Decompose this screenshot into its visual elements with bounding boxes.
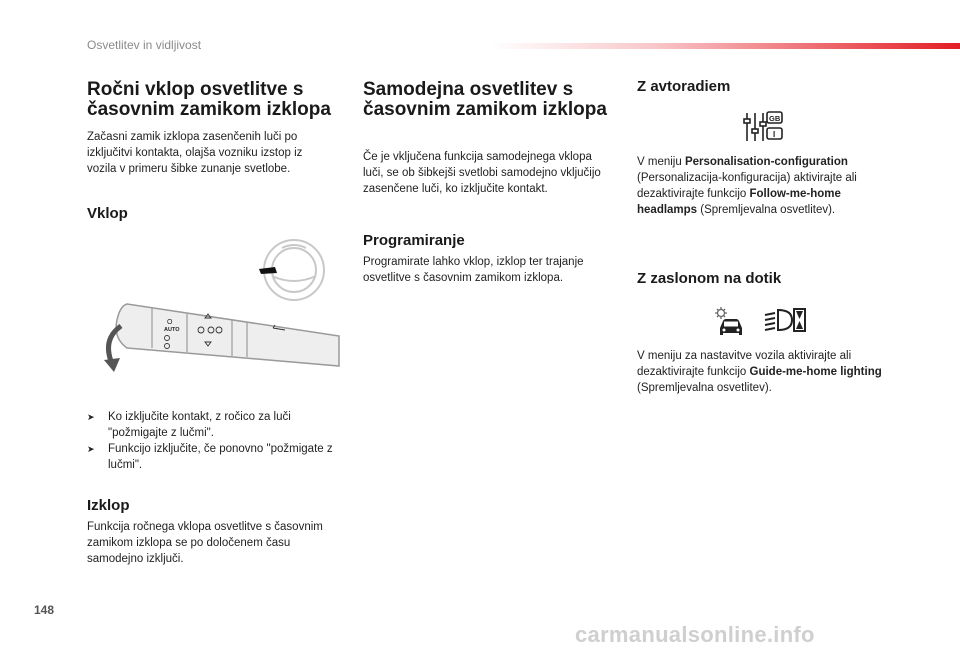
light-stalk-illustration [87, 238, 342, 378]
stalk-label-o: O [167, 319, 173, 326]
col2-title: Samodejna osvetlitev s časovnim zamikom izklopa [363, 79, 607, 120]
page-number: 148 [34, 603, 55, 617]
izklop-heading: Izklop [87, 497, 130, 514]
bullet-item [87, 409, 357, 443]
radio-heading: Z avtoradiem [637, 78, 731, 95]
radio-text-mid: (Personalizacija-konfiguracija) aktivirajte ali dezaktivirajte funkcijo [637, 172, 857, 200]
stalk-label-auto: AUTO [164, 327, 180, 333]
function-name-guide-me-home: Guide-me-home lighting [749, 366, 882, 378]
touch-text-post: (Spremljevalna osvetlitev). [637, 382, 772, 394]
bullet-marker: ➤ [87, 412, 95, 422]
i-label: I [773, 130, 776, 139]
programiranje-heading: Programiranje [363, 232, 465, 249]
touch-heading: Z zaslonom na dotik [637, 270, 782, 287]
settings-sliders-gb-icon [742, 110, 784, 144]
bullet-text: Ko izključite kontakt, z ročico za luči "požmigajte z lučmi". [108, 411, 291, 439]
col1-title: Ročni vklop osvetlitve s časovnim zamikom izklopa [87, 79, 331, 120]
section-header: Osvetlitev in vidljivost [87, 38, 202, 52]
programiranje-text: Programirate lahko vklop, izklop ter trajanje osvetlitve s časovnim zamikom izklopa. [363, 256, 584, 284]
headlamp-timer-icon [764, 307, 806, 333]
radio-text [637, 154, 882, 218]
watermark: carmanualsonline.info [575, 622, 815, 647]
touch-text-pre: V meniju za nastavitve vozila aktivirajte ali dezaktivirajte funkcijo [637, 350, 852, 378]
bullet-text: Funkcijo izključite, če ponovno "požmigate z lučmi". [108, 443, 333, 471]
touch-text [637, 348, 882, 396]
bullet-marker: ➤ [87, 444, 95, 454]
radio-text-pre: V meniju [637, 156, 685, 168]
col2-intro: Če je vključena funkcija samodejnega vklopa luči, se ob šibkejši svetlobi samodejno vključijo zasenčene luči, ko izključite kontakt. [363, 151, 601, 195]
header-accent-line [490, 43, 960, 49]
car-settings-icon [714, 306, 746, 338]
menu-name-personalisation: Personalisation-configuration [684, 156, 848, 168]
gb-label: GB [769, 114, 781, 123]
bullet-item [87, 441, 357, 475]
function-name-follow-me-home: Follow-me-home headlamps [637, 188, 841, 216]
col1-intro: Začasni zamik izklopa zasenčenih luči po izključitvi kontakta, olajša vozniku izstop iz vozila v primeru šibke zunanje svetlobe. [87, 131, 303, 175]
radio-text-post: (Spremljevalna osvetlitev). [697, 204, 836, 216]
izklop-text: Funkcija ročnega vklopa osvetlitve s časovnim zamikom izklopa se po določenem času samodejno izključi. [87, 521, 323, 565]
vklop-heading: Vklop [87, 205, 128, 222]
